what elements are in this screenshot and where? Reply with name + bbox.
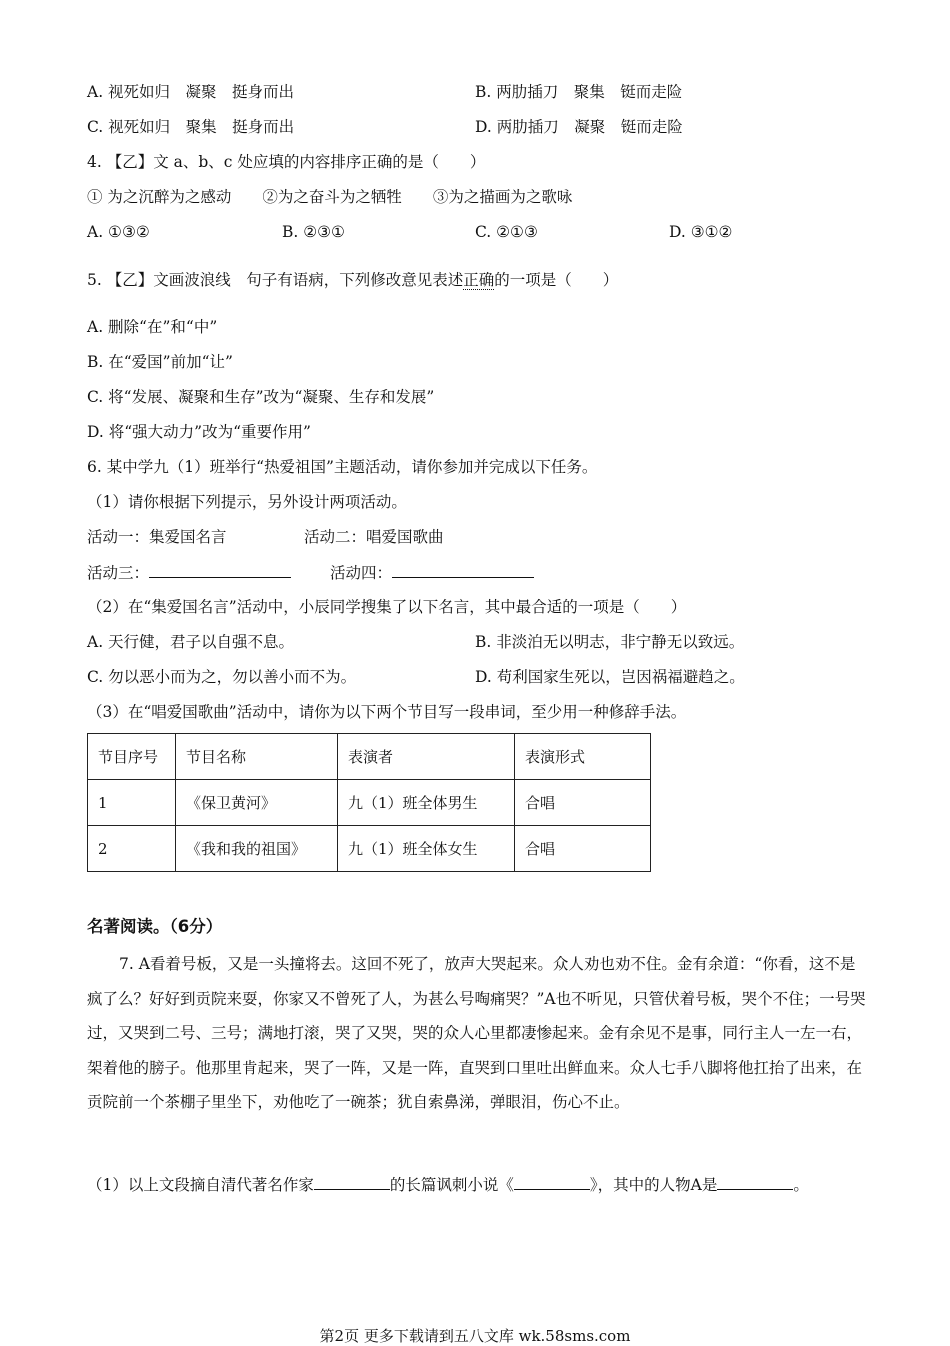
- table-row: [88, 826, 651, 872]
- q6-activity-4-label: 活动四：: [330, 564, 393, 582]
- q5-stem-pre: 5. 【乙】文画波浪线 句子有语病，下列修改意见表述: [87, 271, 464, 289]
- q6-part2: （2）在“集爱国名言”活动中，小辰同学搜集了以下名言，其中最合适的一项是（ ）: [87, 598, 687, 616]
- table-cell: 合唱: [515, 780, 651, 826]
- q7-novel-blank[interactable]: [514, 1174, 590, 1190]
- table-header-cell: 节目序号: [88, 734, 176, 780]
- q6-activity-1: 活动一：集爱国名言: [87, 528, 227, 546]
- table-cell: 合唱: [515, 826, 651, 872]
- q6-activity-3: [87, 562, 291, 583]
- q4-option-b: B. ②③①: [282, 223, 345, 241]
- q3-option-a: A. 视死如归 凝聚 挺身而出: [87, 83, 295, 101]
- q7-sub1-text-a: （1）以上文段摘自清代著名作家: [87, 1176, 314, 1194]
- q4-option-c: C. ②①③: [475, 223, 538, 241]
- table-row: [88, 780, 651, 826]
- q5-option-b: B. 在“爱国”前加“让”: [87, 353, 233, 371]
- q7-character-blank[interactable]: [717, 1174, 793, 1190]
- table-cell: 《保卫黄河》: [176, 780, 338, 826]
- q7-sub1-text-d: 。: [793, 1176, 809, 1194]
- q4-items: ① 为之沉醉为之感动 ②为之奋斗为之牺牲 ③为之描画为之歌咏: [87, 188, 573, 206]
- q5-stem-emphasis: 正确: [463, 271, 495, 289]
- q4-option-d: D. ③①②: [669, 223, 733, 241]
- q5-option-c: C. 将“发展、凝聚和生存”改为“凝聚、生存和发展”: [87, 388, 435, 406]
- q7-author-blank[interactable]: [314, 1174, 390, 1190]
- table-header-row: [88, 734, 651, 780]
- q3-option-d: D. 两肋插刀 凝聚 铤而走险: [475, 118, 683, 136]
- q6-part2-option-b: B. 非淡泊无以明志，非宁静无以致远。: [475, 633, 745, 651]
- q6-part2-option-d: D. 苟利国家生死以，岂因祸福避趋之。: [475, 668, 745, 686]
- q5-stem-post: 的一项是（ ）: [494, 271, 619, 289]
- q6-stem: 6. 某中学九（1）班举行“热爱祖国”主题活动，请你参加并完成以下任务。: [87, 458, 598, 476]
- program-table: [87, 733, 651, 872]
- q6-part2-option-c: C. 勿以恶小而为之，勿以善小而不为。: [87, 668, 357, 686]
- q3-option-c: C. 视死如归 聚集 挺身而出: [87, 118, 295, 136]
- q5-option-a: A. 删除“在”和“中”: [87, 318, 218, 336]
- table-cell: 2: [88, 826, 176, 872]
- q7-sub1-text-c: 》，其中的人物A是: [589, 1176, 718, 1194]
- q7-subquestion-1: [87, 1174, 809, 1195]
- q6-part1: （1）请你根据下列提示，另外设计两项活动。: [87, 493, 407, 511]
- table-cell: 九（1）班全体女生: [338, 826, 515, 872]
- q6-part3: （3）在“唱爱国歌曲”活动中，请你为以下两个节目写一段串词，至少用一种修辞手法。: [87, 703, 687, 721]
- table-cell: 九（1）班全体男生: [338, 780, 515, 826]
- q6-activity-4-blank[interactable]: [392, 562, 534, 578]
- q3-option-b: B. 两肋插刀 聚集 铤而走险: [475, 83, 683, 101]
- table-cell: 1: [88, 780, 176, 826]
- table-header-cell: 表演者: [338, 734, 515, 780]
- q4-stem: 4. 【乙】文 a、b、c 处应填的内容排序正确的是（ ）: [87, 153, 486, 171]
- q4-option-a: A. ①③②: [87, 223, 150, 241]
- q6-activity-4: [330, 562, 534, 583]
- table-cell: 《我和我的祖国》: [176, 826, 338, 872]
- table-header-cell: 节目名称: [176, 734, 338, 780]
- q6-activity-3-blank[interactable]: [149, 562, 291, 578]
- q5-stem: [87, 270, 618, 290]
- q6-activity-2: 活动二：唱爱国歌曲: [304, 528, 444, 546]
- q7-sub1-text-b: 的长篇讽刺小说《: [389, 1176, 514, 1194]
- q7-passage: 7. A看着号板，又是一头撞将去。这回不死了，放声大哭起来。众人劝也劝不住。金有余道：“你看，这不是疯了么？好好到贡院来耍，你家又不曾死了人，为甚么号啕痛哭？”A也不听见，只管伏着号板，哭个不住；一号哭过，又哭到二号、三号；满地打滚，哭了又哭，哭的众人心里都凄惨起来。金有余见不是事，同行主人一左一右，架着他的膀子。他那里肯起来，哭了一阵，又是一阵，直哭到口里吐出鲜血来。众人七手八脚将他扛抬了出来，在贡院前一个茶棚子里坐下，劝他吃了一碗茶；犹自索鼻涕，弹眼泪，伤心不止。: [87, 955, 866, 1111]
- q5-option-d: D. 将“强大动力”改为“重要作用”: [87, 423, 311, 441]
- page-footer: 第2页 更多下载请到五八文库 wk.58sms.com: [319, 1327, 631, 1345]
- section-title: 名著阅读。（6分）: [87, 917, 223, 936]
- q6-activity-3-label: 活动三：: [87, 564, 150, 582]
- table-header-cell: 表演形式: [515, 734, 651, 780]
- q6-part2-option-a: A. 天行健，君子以自强不息。: [87, 633, 295, 651]
